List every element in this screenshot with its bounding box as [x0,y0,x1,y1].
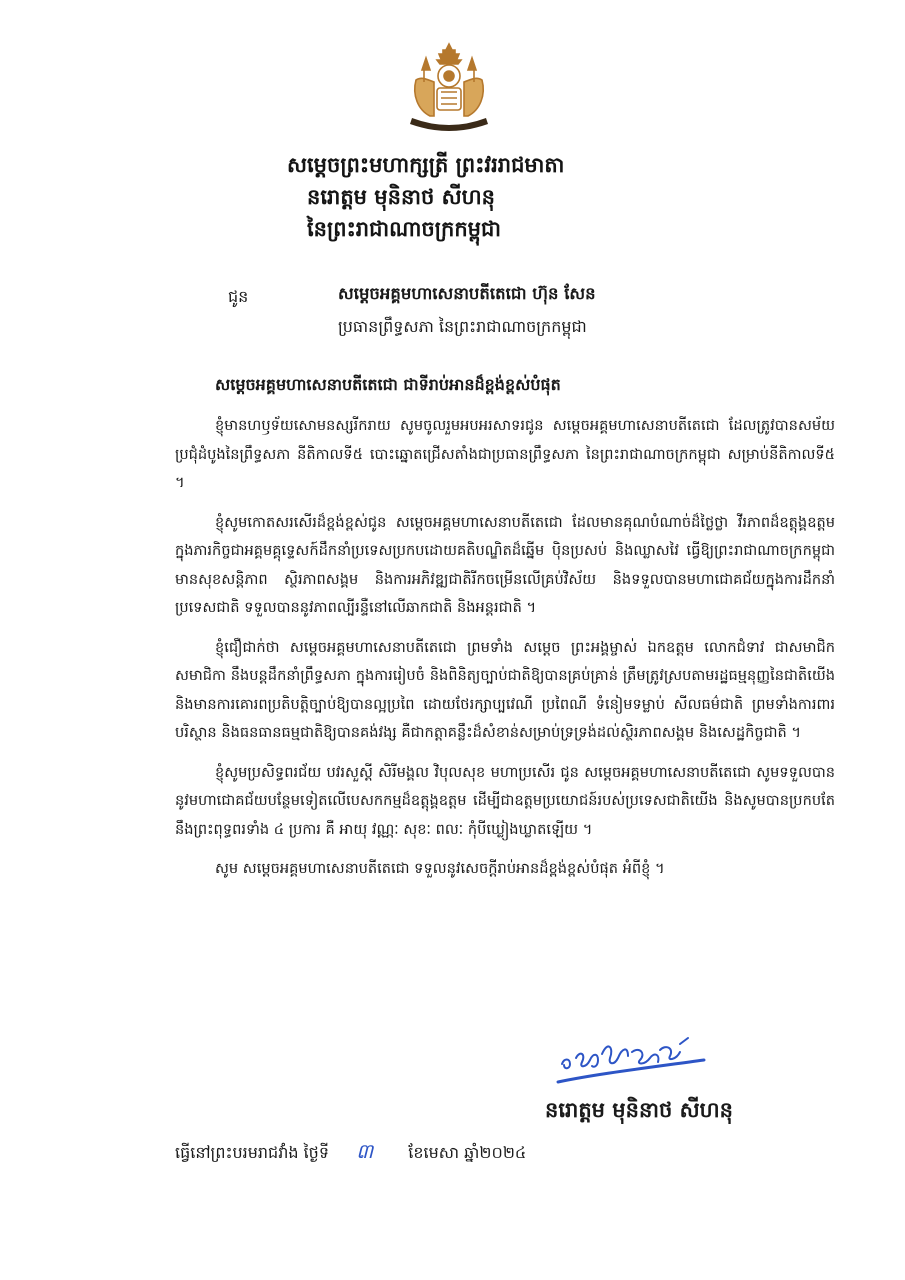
paragraph: ខ្ញុំជឿជាក់ថា សម្តេចអគ្គមហាសេនាបតីតេជោ ព្រមទាំង សម្តេច ព្រះអង្គម្ចាស់ ឯកឧត្តម លោកជំទាវ ជាសមាជិក សមាជិកា នឹងបន្តដឹកនាំព្រឹទ្ធសភា ក្នុងការរៀបចំ និងពិនិត្យច្បាប់ជាតិឱ្យបានគ្រប់គ្រាន់ ត្រឹមត្រូវស្របតាមរដ្ឋធម្មនុញ្ញនៃជាតិយើង និងមានការគោរពប្រតិបត្តិច្បាប់ឱ្យបានល្អប្រពៃ ដោយថែរក្សាប្បវេណី ប្រពៃណី ទំនៀមទម្លាប់ សីលធម៌ជាតិ ព្រមទាំងការពារបរិស្ថាន និងធនធានធម្មជាតិឱ្យបានគង់វង្ស គឺជាកត្តាគន្លឹះដ៏សំខាន់សម្រាប់ទ្រទ្រង់ដល់ស្ថិរភាពសង្គម និងសេដ្ឋកិច្ចជាតិ ។ [175,638,835,741]
paragraph: ខ្ញុំសូមប្រសិទ្ធពរជ័យ បវរសួស្តី សិរីមង្គល វិបុលសុខ មហាប្រសើរ ជូន សម្តេចអគ្គមហាសេនាបតីតេជោ សូមទទួលបាននូវមហាជោគជ័យបន្ថែមទៀតលើបេសកកម្មដ៏ឧត្តុង្គឧត្តម ដើម្បីជាឧត្តមប្រយោជន៍របស់ប្រទេសជាតិយើង និងសូមបានប្រកបតែនឹងព្រះពុទ្ធពរទាំង ៤ ប្រការ គឺ អាយុ វណ្ណៈ សុខៈ ពលៈ កុំបីឃ្លៀងឃ្លាតឡើយ ។ [175,763,835,838]
salutation: សម្តេចអគ្គមហាសេនាបតីតេជោ ជាទីរាប់អានដ៏ខ្ពង់ខ្ពស់បំផុត [215,375,561,394]
recipient-label: ជូន [228,287,249,306]
paragraph: ខ្ញុំសូមកោតសរសើរដ៏ខ្ពង់ខ្ពស់ជូន សម្តេចអគ្គមហាសេនាបតីតេជោ ដែលមានគុណបំណាច់ដ៏ថ្លៃថ្លា វីរភាពដ៏ឧត្តុង្គឧត្តម ក្នុងភារកិច្ចជាអគ្គមគ្គុទ្ទេសក៍ដឹកនាំប្រទេសប្រកបដោយគតិបណ្ឌិតដ៏ឆ្នើម ប៉ិនប្រសប់ និងឈ្លាសវៃ ធ្វើឱ្យព្រះរាជាណាចក្រកម្ពុជា មានសុខសន្តិភាព ស្ថិរភាពសង្គម និងការអភិវឌ្ឍជាតិរីកចម្រើនលើគ្រប់វិស័យ និងទទួលបានមហាជោគជ័យក្នុងការដឹកនាំប្រទេសជាតិ ទទួលបាននូវភាពល្បីរន្ទឺនៅលើឆាកជាតិ និងអន្តរជាតិ ។ [175,513,835,616]
royal-emblem-icon [404,40,494,132]
date-prefix: ធ្វើនៅព្រះបរមរាជវាំង ថ្ងៃទី [175,1143,329,1162]
paragraph: ខ្ញុំមានហឫទ័យសោមនស្សរីករាយ សូមចូលរួមអបអរសាទរជូន សម្តេចអគ្គមហាសេនាបតីតេជោ ដែលត្រូវបានសម័យប្រជុំដំបូងនៃព្រឹទ្ធសភា នីតិកាលទី៥ បោះឆ្នោតជ្រើសតាំងជាប្រធានព្រឹទ្ធសភា នៃព្រះរាជាណាចក្រកម្ពុជា សម្រាប់នីតិកាលទី៥ ។ [175,417,835,491]
letter-body [175,374,835,895]
header-title-line-2: នរោត្តម មុនិនាថ សីហនុ [307,185,495,209]
recipient-title: ប្រធានព្រឹទ្ធសភា នៃព្រះរាជាណាចក្រកម្ពុជា [338,317,587,336]
date-suffix: ខែមេសា ឆ្នាំ២០២៤ [408,1143,527,1162]
date-line [175,1138,526,1168]
recipient-name: សម្តេចអគ្គមហាសេនាបតីតេជោ ហ៊ុន សែន [338,284,596,303]
header-title-line-1: សម្តេចព្រះមហាក្សត្រី ព្រះវររាជមាតា [287,153,565,177]
paragraph: សូម សម្តេចអគ្គមហាសេនាបតីតេជោ ទទួលនូវសេចក្តីរាប់អានដ៏ខ្ពង់ខ្ពស់បំផុត អំពីខ្ញុំ ។ [215,860,665,877]
date-day: ៣ [356,1139,374,1163]
handwritten-signature [556,1024,706,1094]
signer-name: នរោត្តម មុនិនាថ សីហនុ [545,1098,733,1122]
header-title-line-3: នៃព្រះរាជាណាចក្រកម្ពុជា [307,217,502,241]
